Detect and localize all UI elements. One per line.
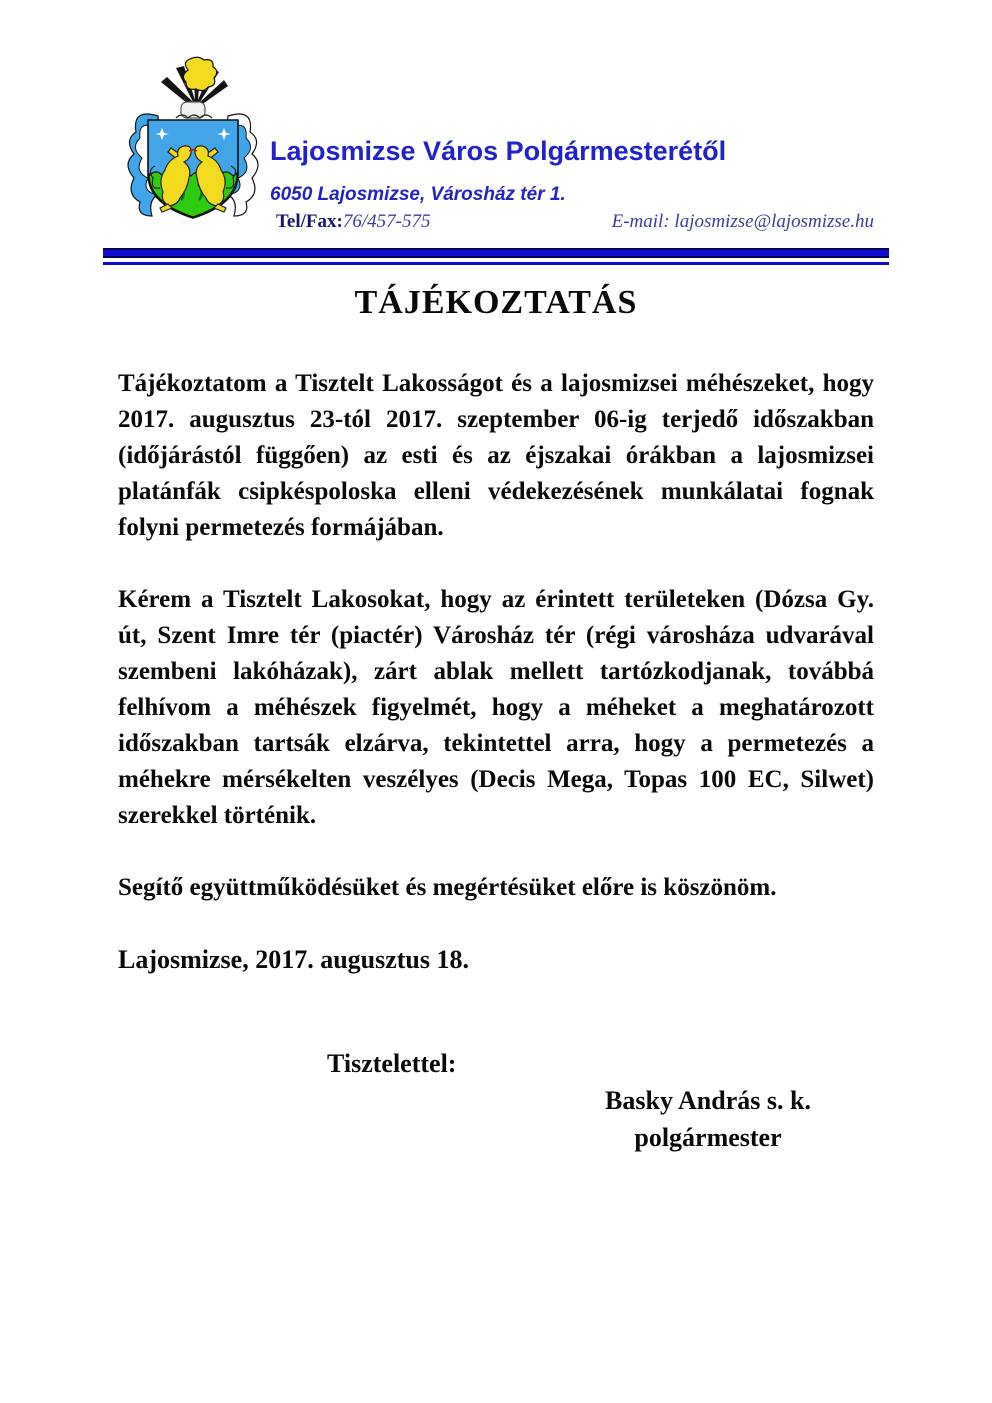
contact-row xyxy=(276,211,874,233)
office-title: Lajosmizse Város Polgármesterétől xyxy=(270,136,727,166)
telfax xyxy=(276,211,430,233)
signatory-role: polgármester xyxy=(634,1123,782,1152)
telfax-value: 76/457-575 xyxy=(342,211,431,232)
email-text: E-mail: lajosmizse@lajosmizse.hu xyxy=(611,211,874,232)
signature-block xyxy=(468,1082,948,1156)
paragraph-request: Kérem a Tisztelt Lakosokat, hogy az érintett területeken (Dózsa Gy. út, Szent Imre tér (piactér) Városház tér (régi városháza udvarával szembeni lakóházak), zárt ablak mellett tartózkodjanak, továbbá felhívom a méhészek figyelmét, hogy a méheket a meghatározott időszakban tartsák elzárva, tekintettel arra, hogy a permetezés a méhekre mérsékelten veszélyes (Decis Mega, Topas 100 EC, Silwet) szerekkel történik. xyxy=(118,586,874,829)
divider-thick-line xyxy=(103,248,889,258)
paragraph-thanks: Segítő együttműködésüket és megértésüket előre is köszönöm. xyxy=(118,874,777,901)
signatory-name: Basky András s. k. xyxy=(605,1086,811,1115)
salutation: Tisztelettel: xyxy=(327,1049,457,1078)
dateline: Lajosmizse, 2017. augusztus 18. xyxy=(118,945,470,974)
paragraph-announcement: Tájékoztatom a Tisztelt Lakosságot és a lajosmizsei méhészeket, hogy 2017. augusztus 23-tól 2017. szeptember 06-ig terjedő időszakban (időjárástól függően) az esti és az éjszakai órákban a lajosmizsei platánfák csipkéspoloska elleni védekezésének munkálatai fognak folyni permetezés formájában. xyxy=(118,370,874,541)
office-address: 6050 Lajosmizse, Városház tér 1. xyxy=(270,184,566,205)
divider-rule xyxy=(103,248,889,265)
coat-of-arms-icon xyxy=(118,56,268,226)
telfax-label: Tel/Fax: xyxy=(276,211,343,232)
divider-thin-line xyxy=(103,262,889,265)
document-body xyxy=(118,284,874,1156)
document-title: TÁJÉKOZTATÁS xyxy=(354,284,638,321)
letterhead xyxy=(118,56,874,232)
